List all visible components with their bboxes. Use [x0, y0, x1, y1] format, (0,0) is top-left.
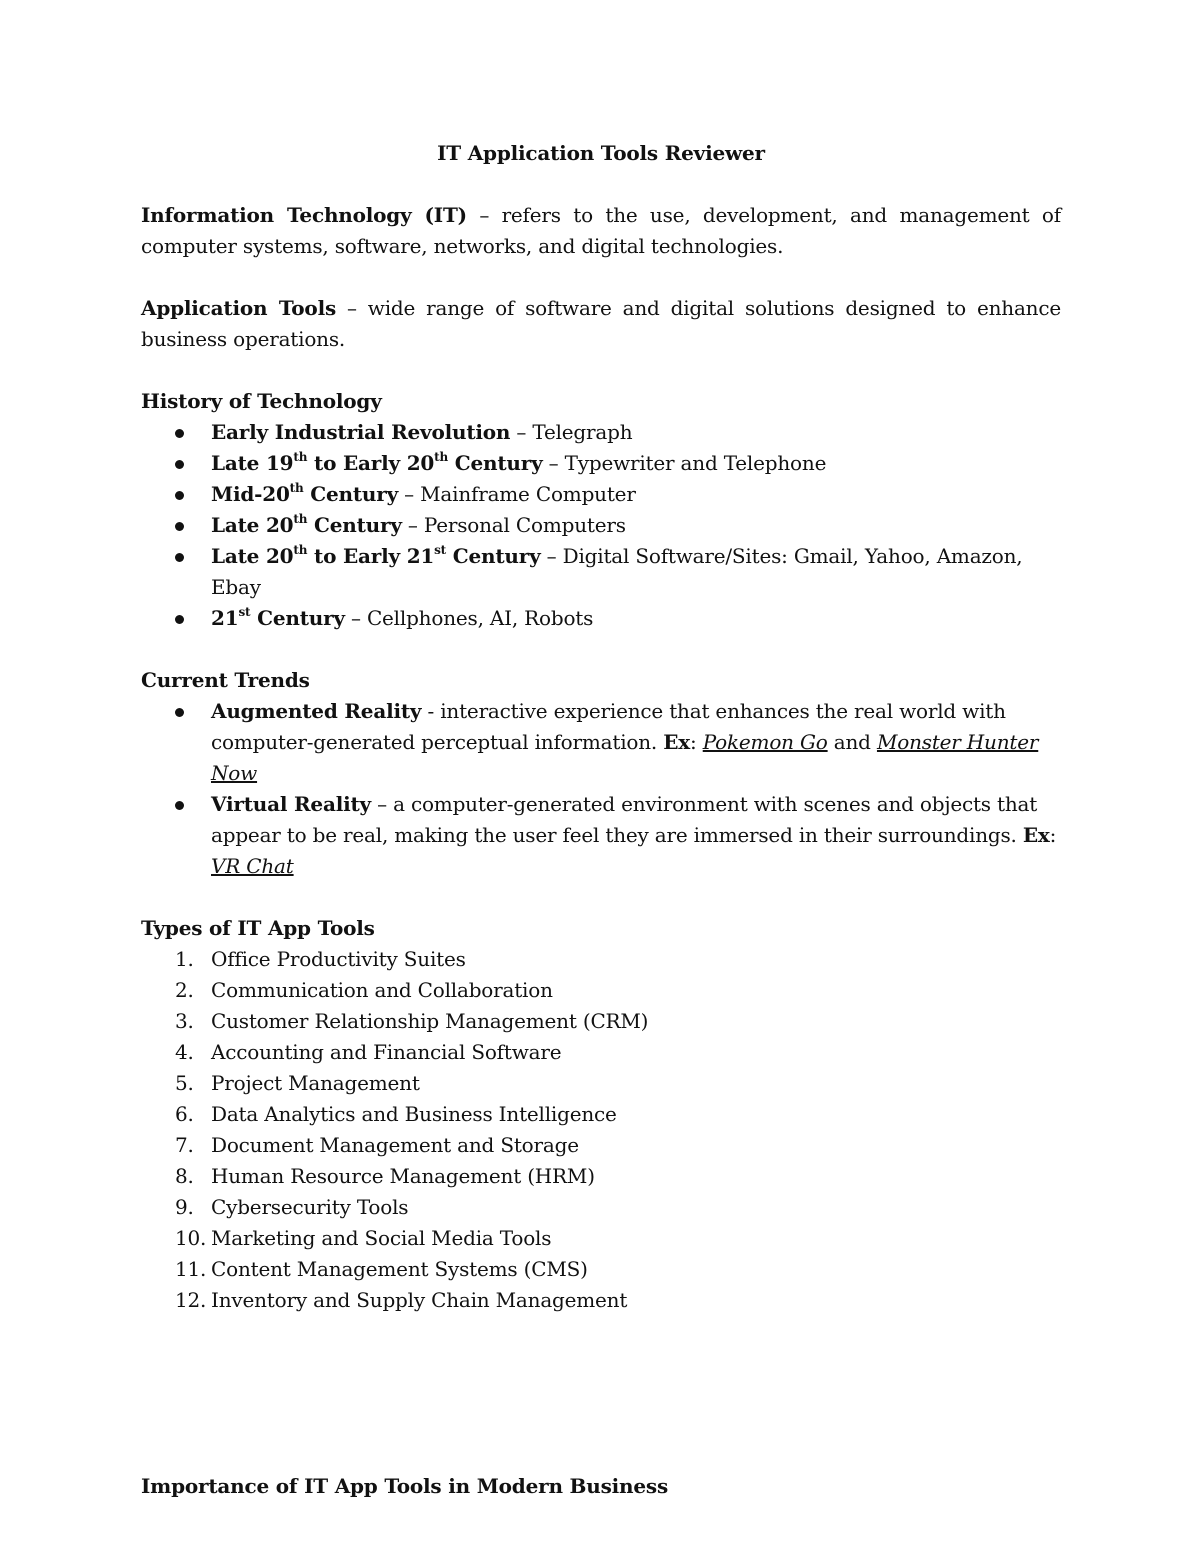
- list-item: [141, 975, 1061, 1006]
- era-label: Century: [307, 513, 402, 537]
- trend-description: - interactive experience that enhances the real world with computer-generated perceptual information.: [211, 699, 1006, 754]
- types-heading: Types of IT App Tools: [141, 916, 375, 940]
- spacer: [141, 1316, 1061, 1471]
- era-label: to Early 21: [307, 544, 435, 568]
- list-item: [141, 448, 1061, 479]
- list-item: [141, 1285, 1061, 1316]
- example-conjunction: and: [827, 730, 877, 754]
- document-title: IT Application Tools Reviewer: [437, 141, 765, 165]
- spacer: [141, 262, 1061, 293]
- definition-term: Information Technology (IT): [141, 203, 467, 227]
- definition-it: [141, 200, 1061, 262]
- example-colon: :: [1049, 823, 1057, 847]
- list-item: [141, 1068, 1061, 1099]
- definition-separator: –: [466, 203, 502, 227]
- era-description: – Telegraph: [510, 420, 633, 444]
- list-text: Data Analytics and Business Intelligence: [211, 1102, 617, 1126]
- era-label: Century: [448, 451, 543, 475]
- ordinal-suffix: st: [238, 605, 251, 619]
- era-label: Early Industrial Revolution: [211, 420, 511, 444]
- era-label: to Early 20: [307, 451, 435, 475]
- list-text: Inventory and Supply Chain Management: [211, 1288, 628, 1312]
- list-item: [141, 510, 1061, 541]
- importance-heading: Importance of IT App Tools in Modern Business: [141, 1474, 669, 1498]
- ordinal-suffix: th: [434, 450, 448, 464]
- list-item: [141, 603, 1061, 634]
- ordinal-suffix: th: [293, 512, 308, 526]
- example-pokemon-go: Pokemon Go: [702, 730, 828, 754]
- list-item: [141, 1254, 1061, 1285]
- list-number: 7.: [175, 1133, 194, 1157]
- list-text: Communication and Collaboration: [211, 978, 553, 1002]
- era-description: – Mainframe Computer: [398, 482, 636, 506]
- list-item: [141, 1130, 1061, 1161]
- definition-text: wide range of software and digital solutions designed to enhance business operations.: [141, 296, 1062, 351]
- list-text: Project Management: [211, 1071, 420, 1095]
- spacer: [141, 169, 1061, 200]
- list-item: [141, 479, 1061, 510]
- era-description: – Personal Computers: [401, 513, 626, 537]
- list-item: [141, 1037, 1061, 1068]
- bullet-icon: [175, 429, 184, 438]
- list-item: [141, 696, 1061, 789]
- list-number: 10.: [175, 1226, 207, 1250]
- bullet-icon: [175, 460, 184, 469]
- history-heading: History of Technology: [141, 389, 382, 413]
- definition-application-tools: [141, 293, 1061, 355]
- bullet-icon: [175, 522, 184, 531]
- ordinal-suffix: th: [293, 450, 308, 464]
- list-text: Office Productivity Suites: [211, 947, 466, 971]
- list-number: 8.: [175, 1164, 194, 1188]
- example-label: Ex: [1022, 823, 1050, 847]
- definition-separator: –: [336, 296, 368, 320]
- list-number: 4.: [175, 1040, 194, 1064]
- list-item: [141, 1223, 1061, 1254]
- spacer: [141, 882, 1061, 913]
- trend-term: Virtual Reality: [211, 792, 371, 816]
- ordinal-suffix: th: [289, 481, 304, 495]
- list-item: [141, 1099, 1061, 1130]
- example-vr-chat: VR Chat: [211, 854, 294, 878]
- list-number: 6.: [175, 1102, 194, 1126]
- era-label: Century: [303, 482, 399, 506]
- example-colon: :: [690, 730, 703, 754]
- era-label: Late 19: [211, 451, 294, 475]
- bullet-icon: [175, 801, 184, 810]
- list-text: Content Management Systems (CMS): [211, 1257, 588, 1281]
- history-list: [141, 417, 1061, 634]
- era-label: Late 20: [211, 544, 294, 568]
- document-page: [141, 138, 1061, 1502]
- bullet-icon: [175, 553, 184, 562]
- list-item: [141, 1161, 1061, 1192]
- era-description: – Digital Software/Sites: Gmail, Yahoo, Amazon, Ebay: [211, 544, 1023, 599]
- example-label: Ex: [663, 730, 691, 754]
- list-text: Document Management and Storage: [211, 1133, 579, 1157]
- era-label: 21: [211, 606, 239, 630]
- trend-description: – a computer-generated environment with scenes and objects that appear to be real, making the user feel they are immersed in their surroundings.: [211, 792, 1038, 847]
- list-item: [141, 1006, 1061, 1037]
- list-item: [141, 541, 1061, 603]
- list-number: 9.: [175, 1195, 194, 1219]
- ordinal-suffix: th: [293, 543, 308, 557]
- list-text: Cybersecurity Tools: [211, 1195, 409, 1219]
- list-number: 12.: [175, 1288, 207, 1312]
- trends-list: [141, 696, 1061, 882]
- era-description: – Cellphones, AI, Robots: [344, 606, 594, 630]
- types-list: [141, 944, 1061, 1316]
- era-label: Late 20: [211, 513, 294, 537]
- definition-term: Application Tools: [141, 296, 337, 320]
- trend-term: Augmented Reality: [211, 699, 422, 723]
- era-label: Century: [250, 606, 345, 630]
- list-text: Human Resource Management (HRM): [211, 1164, 595, 1188]
- era-description: – Typewriter and Telephone: [542, 451, 827, 475]
- spacer: [141, 634, 1061, 665]
- example-monster-hunter-now: Monster Hunter Now: [211, 730, 1039, 785]
- spacer: [141, 355, 1061, 386]
- bullet-icon: [175, 491, 184, 500]
- list-number: 2.: [175, 978, 194, 1002]
- bullet-icon: [175, 708, 184, 717]
- list-item: [141, 417, 1061, 448]
- list-number: 3.: [175, 1009, 194, 1033]
- definition-text: refers to the use, development, and management of computer systems, software, networks, and digital technologies.: [141, 203, 1061, 258]
- list-text: Accounting and Financial Software: [211, 1040, 562, 1064]
- list-number: 11.: [175, 1257, 207, 1281]
- list-item: [141, 789, 1061, 882]
- list-item: [141, 1192, 1061, 1223]
- list-number: 1.: [175, 947, 194, 971]
- list-item: [141, 944, 1061, 975]
- ordinal-suffix: st: [434, 543, 447, 557]
- bullet-icon: [175, 615, 184, 624]
- era-label: Mid-20: [211, 482, 290, 506]
- list-text: Customer Relationship Management (CRM): [211, 1009, 649, 1033]
- list-number: 5.: [175, 1071, 194, 1095]
- era-label: Century: [446, 544, 541, 568]
- list-text: Marketing and Social Media Tools: [211, 1226, 552, 1250]
- trends-heading: Current Trends: [141, 668, 310, 692]
